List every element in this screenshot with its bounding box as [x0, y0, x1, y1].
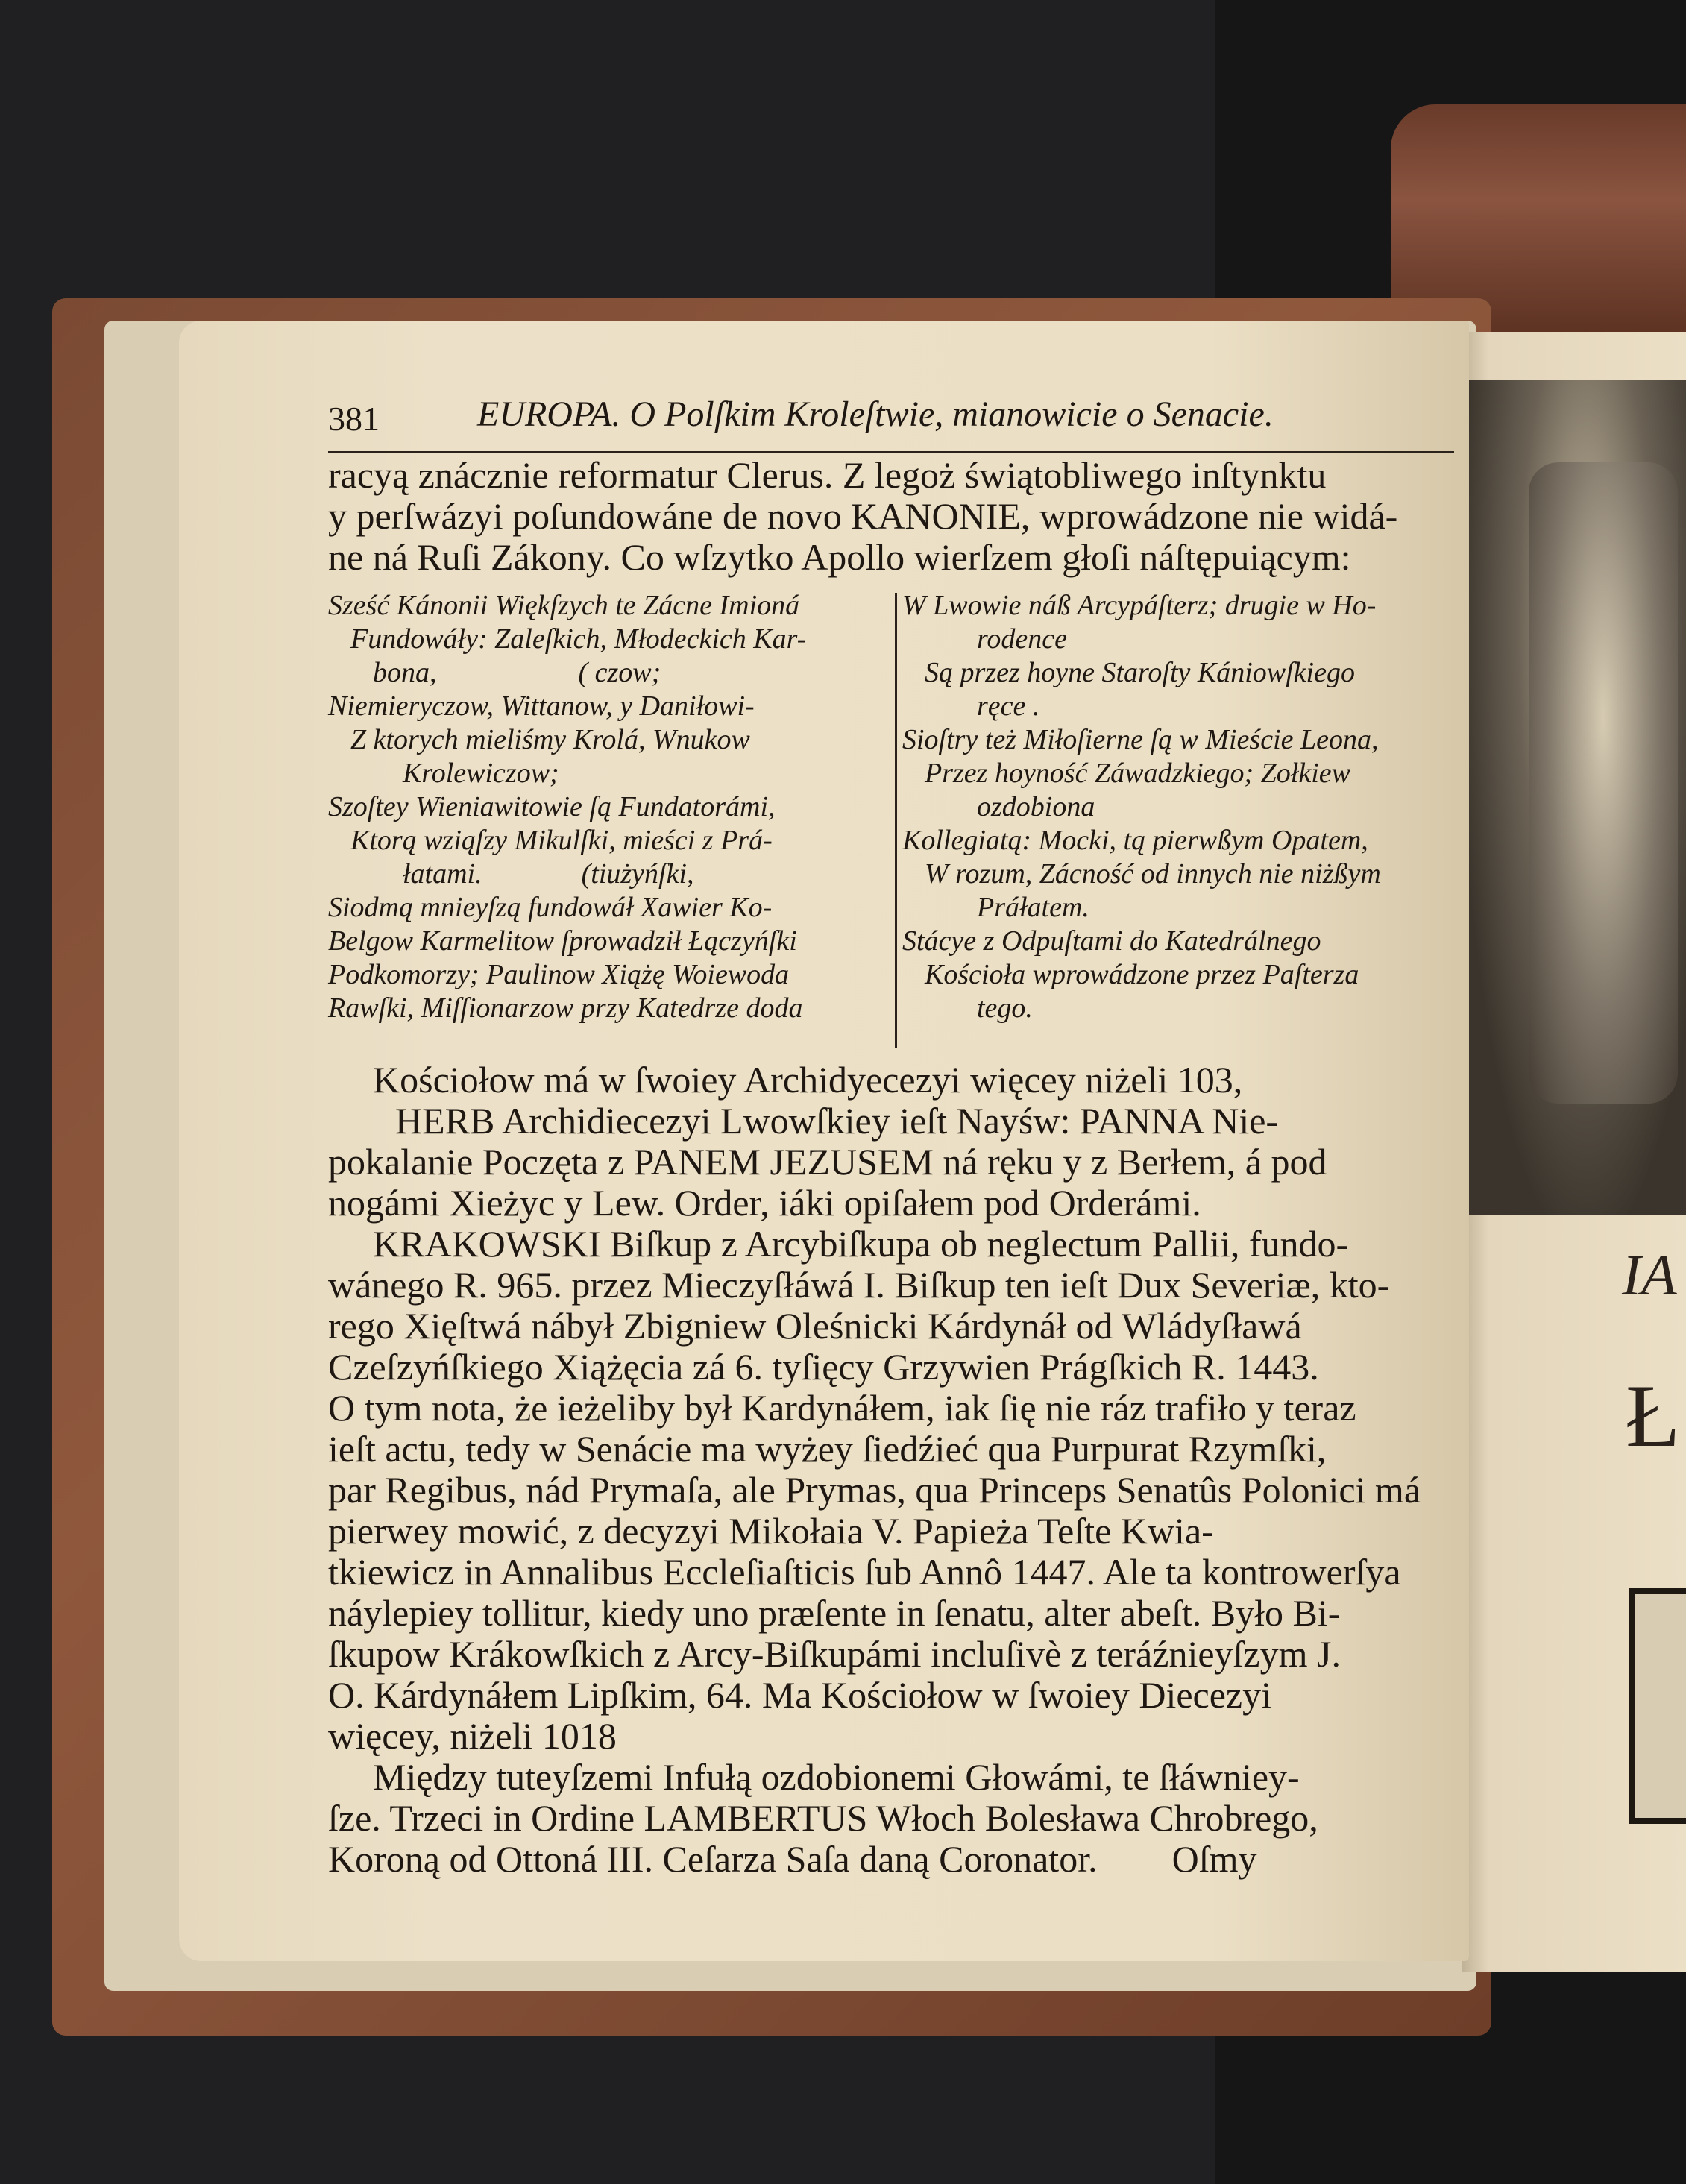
- text-line: par Regibus, nád Prymaſa, ale Prymas, qua Princeps Senatûs Polonici má: [328, 1469, 1421, 1511]
- verse-line: Są przez hoyne Staroſty Kániowſkiego: [925, 657, 1355, 688]
- verse-line: Stácye z Odpuſtami do Katedrálnego: [902, 925, 1321, 957]
- verse-line: tego.: [977, 992, 1033, 1024]
- page-number: 381: [328, 400, 380, 438]
- text-line: ieſt actu, tedy w Senácie ma wyżey ſiedźieć qua Purpurat Rzymſki,: [328, 1428, 1327, 1470]
- running-title: EUROPA. O Polſkim Kroleſtwie, mianowicie o Senacie.: [477, 394, 1274, 434]
- text-line: nogámi Xieżyc y Lew. Order, iáki opiſałem pod Orderámi.: [328, 1182, 1201, 1224]
- text-line: racyą znácznie reformatur Clerus. Z legoż świątobliwego inſtynktu: [328, 454, 1327, 496]
- right-page-fragment-l: Ł: [1626, 1366, 1681, 1465]
- text-line: náylepiey tollitur, kiedy uno præſente in ſenatu, alter abeſt. Było Bi-: [328, 1592, 1341, 1634]
- verse-line: łatami. (tiużyńſki,: [403, 858, 694, 890]
- verse-line: Szoſtey Wieniawitowie ſą Fundatorámi,: [328, 791, 776, 822]
- verse-line: Práłatem.: [977, 892, 1089, 923]
- verse-line: bona, ( czow;: [373, 657, 661, 688]
- verse-line: ręce .: [977, 690, 1040, 722]
- verse-line: Rawſki, Miſſionarzow przy Katedrze doda: [328, 992, 803, 1024]
- verse-line: rodence: [977, 623, 1067, 655]
- opening-paragraph: [328, 455, 1462, 578]
- text-line: ſkupow Krákowſkich z Arcy-Biſkupámi incluſivè z teráźnieyſzym J.: [328, 1633, 1341, 1675]
- verse-line: Kościoła wprowádzone przez Paſterza: [925, 959, 1359, 990]
- text-line: O. Kárdynáłem Lipſkim, 64. Ma Kościołow w ſwoiey Diecezyi: [328, 1674, 1271, 1716]
- text-line: O tym nota, że ieżeliby był Kardynáłem, iak ſię nie ráz trafiło y teraz: [328, 1387, 1356, 1429]
- right-page-fragment-ia: IA: [1622, 1242, 1677, 1307]
- verse-line: Ktorą wziąſzy Mikulſki, mieści z Prá-: [350, 825, 773, 856]
- verse-line: W Lwowie náß Arcypáſterz; drugie w Ho-: [902, 590, 1377, 621]
- verse-line: Z ktorych mieliśmy Krolá, Wnukow: [350, 724, 750, 755]
- text-line: więcey, niżeli 1018: [328, 1715, 617, 1757]
- text-line: Między tuteyſzemi Infułą ozdobionemi Głowámi, te ſłáwniey-: [373, 1756, 1300, 1798]
- verse-line: Sześć Kánonii Więkſzych te Zácne Imioná: [328, 590, 800, 621]
- verse-line: Siodmą mnieyſzą fundowáł Xawier Ko-: [328, 892, 773, 923]
- verse-line: Fundowáły: Zaleſkich, Młodeckich Kar-: [350, 623, 807, 655]
- main-text: [328, 1059, 1462, 1879]
- verse-line: ozdobiona: [977, 791, 1095, 822]
- verse-line: Krolewiczow;: [403, 758, 559, 789]
- verse-line: Kollegiatą: Mocki, tą pierwßym Opatem,: [902, 825, 1368, 856]
- verse-column-left: [328, 589, 895, 1025]
- verse-line: Niemieryczow, Wittanow, y Daniłowi-: [328, 690, 755, 722]
- text-line: rego Xięſtwá nábył Zbigniew Oleśnicki Kárdynáł od Wládyſławá: [328, 1305, 1302, 1347]
- text-line: Kościołow má w ſwoiey Archidyecezyi więcey niżeli 103,: [373, 1059, 1243, 1101]
- verse-line: Podkomorzy; Paulinow Xiążę Woiewoda: [328, 959, 790, 990]
- engraving-figure: [1529, 462, 1678, 1104]
- text-line: pierwey mowić, z decyzyi Mikołaia V. Papieża Teſte Kwia-: [328, 1510, 1214, 1552]
- text-line: KRAKOWSKI Biſkup z Arcybiſkupa ob neglectum Pallii, fundo-: [373, 1223, 1349, 1265]
- text-line: Koroną od Ottoná III. Ceſarza Saſa daną Coronator. Oſmy: [328, 1838, 1257, 1880]
- verse-line: Sioſtry też Miłoſierne ſą w Mieście Leona,: [902, 724, 1379, 755]
- verse-line: Belgow Karmelitow ſprowadził Łączyńſki: [328, 925, 797, 957]
- right-page-ornament-frame: [1629, 1588, 1686, 1824]
- verse-column-rule: [895, 593, 897, 1048]
- text-line: Czeſzyńſkiego Xiążęcia zá 6. tyſięcy Grzywien Prágſkich R. 1443.: [328, 1346, 1319, 1388]
- text-line: HERB Archidiecezyi Lwowſkiey ieſt Nayśw: PANNA Nie-: [395, 1100, 1279, 1142]
- verse-line: W rozum, Zácność od innych nie niżßym: [925, 858, 1381, 890]
- verse-column-right: [902, 589, 1454, 1025]
- verse-line: Przez hoyność Záwadzkiego; Zołkiew: [925, 758, 1351, 789]
- text-line: pokalanie Poczęta z PANEM JEZUSEM ná ręku y z Berłem, á pod: [328, 1141, 1327, 1183]
- text-line: y perſwázyi poſundowáne de novo KANONIE, wprowádzone nie widá-: [328, 495, 1398, 537]
- text-line: ne ná Ruſi Zákony. Co wſzytko Apollo wierſzem głoſi náſtępuiącym:: [328, 536, 1351, 578]
- header-rule: [328, 451, 1454, 453]
- text-line: tkiewicz in Annalibus Eccleſiaſticis ſub Annô 1447. Ale ta kontrowerſya: [328, 1551, 1401, 1593]
- text-line: ſze. Trzeci in Ordine LAMBERTUS Włoch Bolesława Chrobrego,: [328, 1797, 1318, 1839]
- text-line: wánego R. 965. przez Mieczyſłáwá I. Biſkup ten ieſt Dux Severiæ, kto-: [328, 1264, 1390, 1306]
